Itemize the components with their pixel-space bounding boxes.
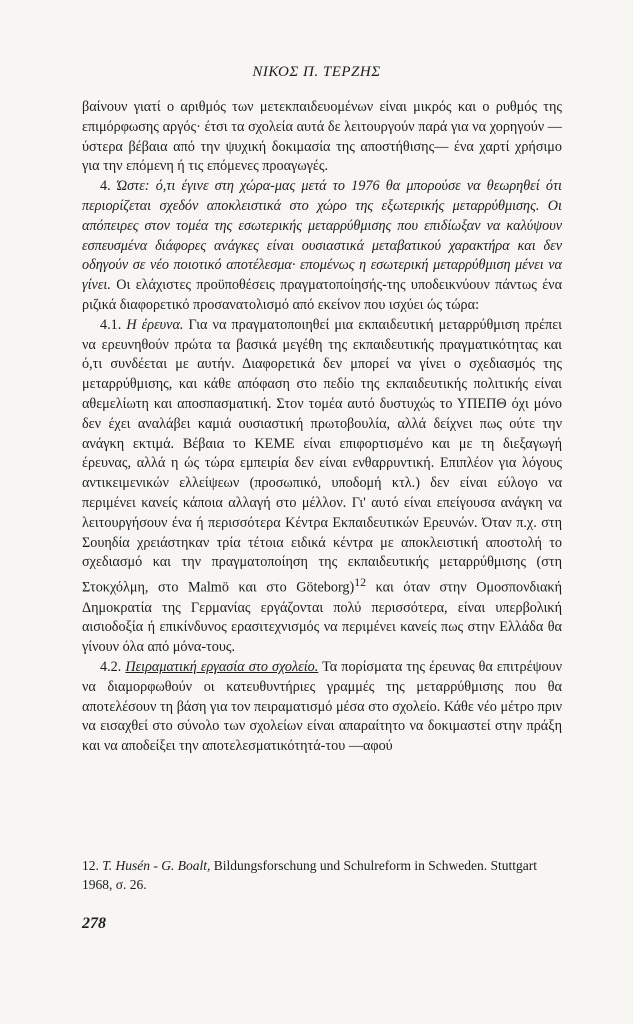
footnote-number: 12.	[82, 858, 103, 873]
paragraph-4-1	[82, 316, 562, 658]
body-text	[82, 98, 562, 757]
section-title: Η έρευνα.	[126, 316, 184, 333]
paragraph-4-2	[82, 658, 562, 757]
footnote-reference: 12	[354, 575, 367, 590]
section-title: Πειραματική εργασία στο σχολείο.	[125, 659, 319, 676]
section-number: 4.1.	[100, 316, 127, 333]
paragraph-text: Για να πραγματοποιηθεί μια εκπαιδευτική μεταρρύθμιση πρέπει να ερευνηθούν πρώτα τα βασικά μεγέθη της εκπαιδευτικής πραγματικότητας και ό,τι συνδέεται με αυτήν. Διαφορετικά δεν μπορεί να γίνει ο σχεδιασμός της μεταρρύθμισης, και κάθε απόφαση στο πεδίο της εκπαιδευτικής πολιτικής είναι αθεμελίωτη και αποσπασματική. Στον τομέα αυτό δυστυχώς το ΥΠΕΠΘ όχι μόνο δεν έχει αναλάβει καμιά ουσιαστική πρωτοβουλία, αλλά δείχνει πως ούτε την ανάγκη εκτιμά. Βέβαια το ΚΕΜΕ είναι επιφορτισμένο και με τη διεξαγωγή έρευνας, αλλά η ώς τώρα εμπειρία δεν είναι ενθαρρυντική. Επιπλέον για λόγους αντικειμενικών ελλείψεων (προσωπικό, υποδομή κτλ.) δεν είναι εύλογο να περιμένει κανείς κάποια αλλαγή στο μέλλον. Γι' αυτό είναι επείγουσα ανάγκη να λειτουργήσουν ένα ή περισσότερα Κέντρα Εκπαιδευτικών Ερευνών. Όταν π.χ. στη Σουηδία χρειάστηκαν τρία τέτοια ειδικά κέντρα με αποκλειστική αποστολή το σχεδιασμό και την πραγματοποίηση της εκπαιδευτικής μεταρρύθμισης (στη Στοκχόλμη, στο Malmö και στο Göteborg)	[82, 316, 563, 596]
footnote-text: Bildungsforschung und Schulreform in Schweden. Stuttgart 1968, σ. 26.	[82, 858, 537, 892]
section-number: 4.2.	[100, 659, 126, 676]
paragraph-continuation: βαίνουν γιατί ο αριθμός των μετεκπαιδευομένων είναι μικρός και ο ρυθμός της επιμόρφωσης αργός· έτσι τα σχολεία αυτά δε λειτουργούν παρά για να χορηγούν —ύστερα βέβαια από την ψυχική δοκιμασία της αποστήθισης— ένα χαρτί χρήσιμο για την επόμενη ή τις επόμενες προαγωγές.	[82, 99, 562, 175]
footnote-authors: T. Husén - G. Boalt,	[102, 858, 211, 873]
paragraph-text: και όταν στην Ομοσπονδιακή Δημοκρατία της Γερμανίας εργάζονται πολύ περισσότερα, είναι υπερβολική αισιοδοξία ή επικίνδυνος ερασιτεχνισμός να περιμένει κανείς πως στην Ελλάδα θα γίνουν όλα από μόνα-τους.	[82, 579, 563, 656]
page-number: 278	[82, 915, 106, 932]
paragraph-text: Οι ελάχιστες προϋποθέσεις πραγματοποίησής-της υποδεικνύουν πάντως ένα ριζικά διαφορετικό προσανατολισμό από εκείνον που ισχύει ώς τώρα:	[82, 277, 562, 313]
footnote	[82, 856, 562, 894]
paragraph-4	[82, 177, 562, 316]
italic-passage: Ώστε: ό,τι έγινε στη χώρα-μας μετά το 1976 θα μπορούσε να θεωρηθεί ότι περιορίζεται σχεδόν αποκλειστικά στο χώρο της εξωτερικής μεταρρύθμισης. Οι απόπειρες στον τομέα της εσωτερικής μεταρρύθμισης που επιδίωξαν να καλύψουν εσπευσμένα διάφορες ανάγκες είναι ουσιαστικά μεταβατικού χαρακτήρα και δεν οδηγούν σε νέο ποιοτικό αποτέλεσμα· επομένως η εσωτερική μεταρρύθμιση μένει να γίνει.	[82, 178, 562, 294]
paragraph-text: Τα πορίσματα της έρευνας θα επιτρέψουν να διαμορφωθούν οι κατευθυντήριες γραμμές της μεταρρύθμισης που θα αποτελέσουν τη βάση για τον πειραματισμό μέσα στο σχολείο. Κάθε νέο μέτρο πριν να εισαχθεί στο σύνολο των σχολείων είναι απαραίτητο να δοκιμαστεί στην πράξη και να αποδείξει την αποτελεσματικότητά-του —αφού	[82, 659, 562, 755]
section-number: 4.	[100, 178, 117, 195]
running-header: ΝΙΚΟΣ Π. ΤΕΡΖΗΣ	[252, 64, 381, 80]
